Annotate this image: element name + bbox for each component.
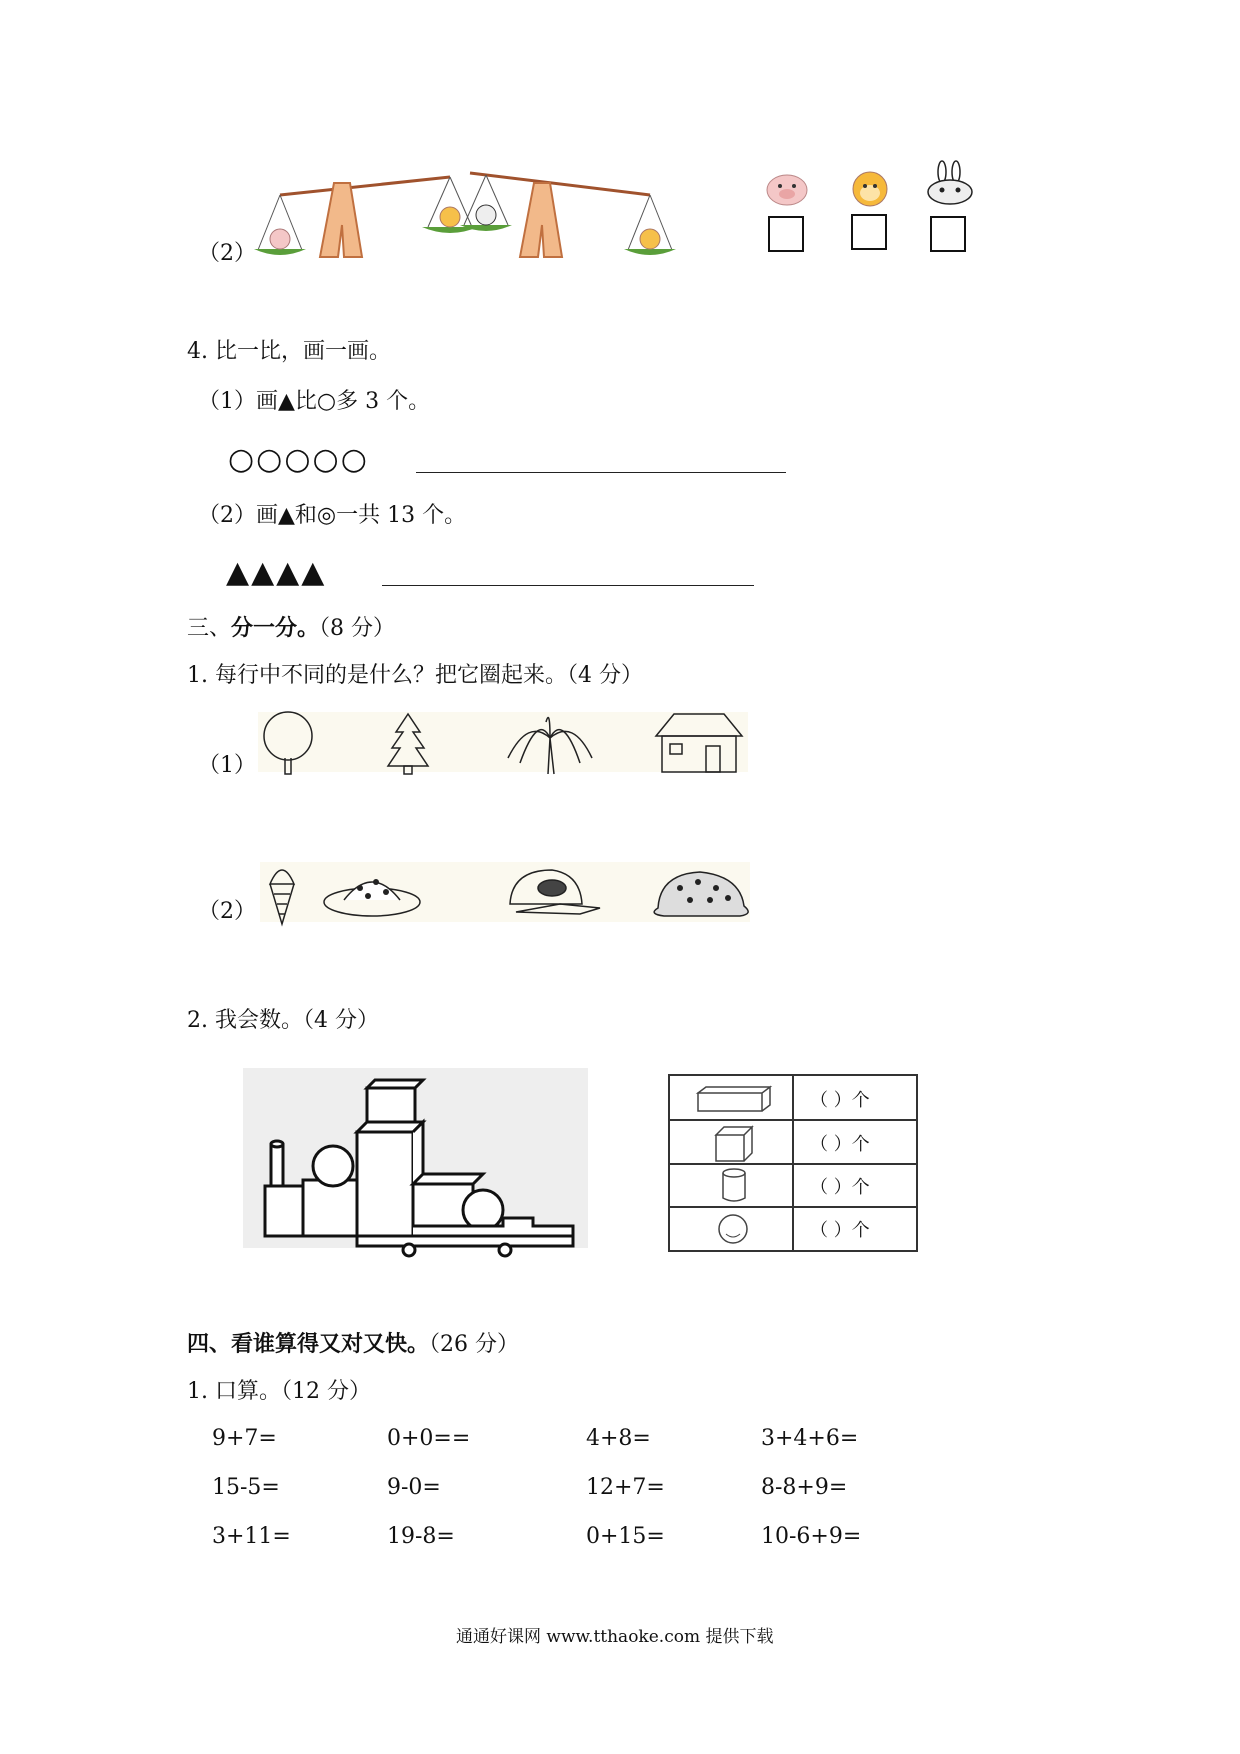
answer-line-1[interactable]: [416, 472, 786, 473]
sphere-count[interactable]: （ ）个: [810, 1220, 870, 1241]
calc-item[interactable]: 8-8+9=: [761, 1475, 848, 1500]
cylinder-count[interactable]: （ ）个: [810, 1177, 870, 1198]
circles-row: ○○○○○: [228, 442, 369, 477]
question-4-title: 4. 比一比，画一画。: [187, 339, 391, 364]
calc-item[interactable]: 3+4+6=: [761, 1426, 859, 1451]
row-1-label: （1）: [198, 753, 256, 778]
section-3-score: （8 分）: [319, 616, 396, 641]
calc-item[interactable]: 0+0==: [387, 1426, 471, 1451]
monkey-icon: [640, 229, 660, 249]
row-2-label: （2）: [198, 899, 256, 924]
pig-icon: [270, 229, 290, 249]
calc-item[interactable]: 9-0=: [387, 1475, 441, 1500]
balance-scales-illustration: [250, 165, 690, 265]
section-3-q2-title: 2. 我会数。（4 分）: [187, 1008, 379, 1033]
calc-item[interactable]: 10-6+9=: [761, 1524, 862, 1549]
right-balance-scale: [460, 173, 676, 257]
section-4-q1-title: 1. 口算。（12 分）: [187, 1379, 371, 1404]
section-4-title: [187, 1330, 519, 1359]
calc-item[interactable]: 4+8=: [586, 1426, 651, 1451]
cuboid-icon: [696, 1085, 772, 1113]
section-3-title: [187, 614, 395, 643]
triangles-row: ▲▲▲▲: [226, 555, 327, 590]
rabbit-answer-box[interactable]: [930, 216, 966, 252]
section-3-bold: 分一分。: [231, 615, 320, 641]
rabbit-icon: [476, 205, 496, 225]
calc-item[interactable]: 0+15=: [586, 1524, 665, 1549]
answer-line-2[interactable]: [382, 585, 754, 586]
section-4-bold: 四、看谁算得又对又快。: [187, 1331, 430, 1357]
left-balance-scale: [254, 177, 478, 257]
monkey-answer-box[interactable]: [851, 214, 887, 250]
count-table-rowline: [670, 1206, 916, 1208]
monkey-icon: [440, 207, 460, 227]
count-table: [668, 1074, 918, 1252]
calc-item[interactable]: 9+7=: [212, 1426, 277, 1451]
calc-item[interactable]: 12+7=: [586, 1475, 665, 1500]
pig-head-icon: [762, 168, 812, 208]
section-3-prefix: 三、: [187, 616, 232, 641]
monkey-head-icon: [845, 168, 895, 208]
cuboid-count[interactable]: （ ）个: [810, 1090, 870, 1111]
stacked-blocks-picture: [243, 1068, 588, 1248]
question-4-2-label: （2）画▲和◎一共 13 个。: [198, 503, 467, 528]
row-2-pictures: [260, 858, 750, 928]
question-4-1-label: （1）画▲比○多 3 个。: [198, 389, 431, 414]
footer-source: 通通好课网 www.tthaoke.com 提供下载: [456, 1627, 774, 1647]
pig-answer-box[interactable]: [768, 216, 804, 252]
balance-question-label: （2）: [198, 241, 256, 266]
cube-icon: [714, 1125, 756, 1163]
sphere-icon: [716, 1212, 750, 1246]
count-table-rowline: [670, 1119, 916, 1121]
calc-item[interactable]: 15-5=: [212, 1475, 280, 1500]
calc-item[interactable]: 3+11=: [212, 1524, 291, 1549]
count-table-rowline: [670, 1163, 916, 1165]
rabbit-head-icon: [922, 160, 978, 208]
cube-count[interactable]: （ ）个: [810, 1134, 870, 1155]
section-4-score: （26 分）: [429, 1332, 520, 1357]
section-3-q1-title: 1. 每行中不同的是什么？把它圈起来。（4 分）: [187, 663, 643, 688]
calc-item[interactable]: 19-8=: [387, 1524, 455, 1549]
cylinder-icon: [720, 1168, 748, 1204]
row-1-pictures: [258, 708, 748, 776]
